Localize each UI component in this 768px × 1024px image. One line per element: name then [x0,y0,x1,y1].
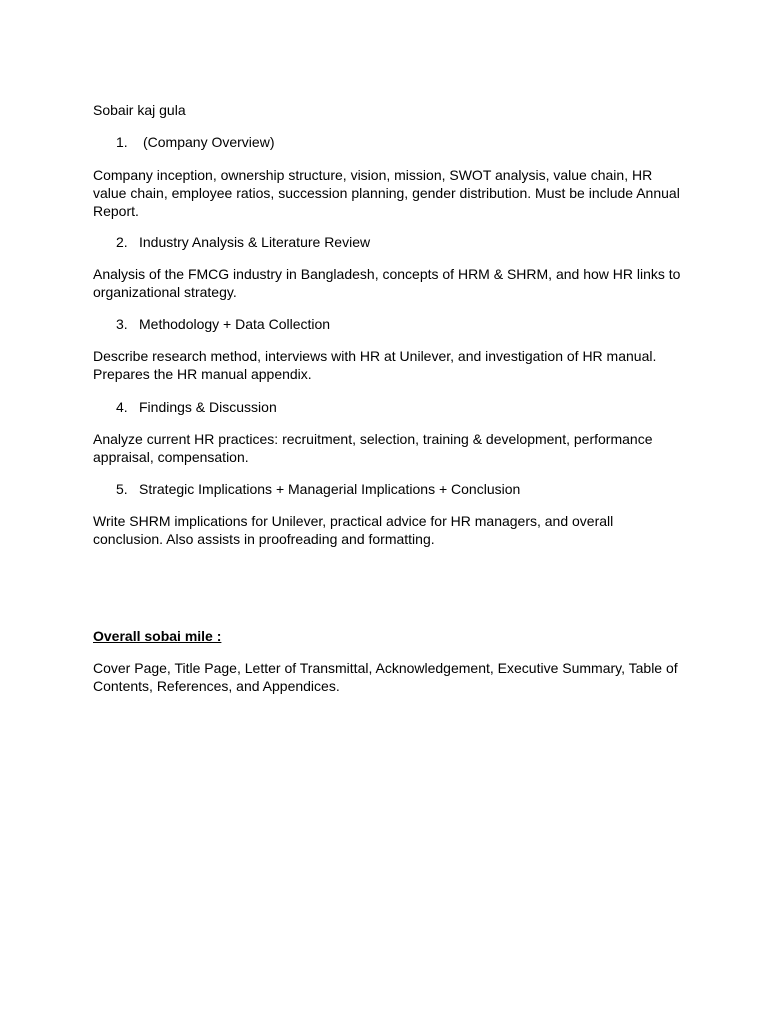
section-title-5: Strategic Implications + Managerial Implications + Conclusion [139,481,521,497]
section-description-5: Write SHRM implications for Unilever, practical advice for HR managers, and overall conclusion. Also assists in proofreading and formatting. [93,513,614,547]
section-heading-5 [116,480,676,498]
intro-text: Sobair kaj gula [93,102,186,118]
section-title-1: (Company Overview) [143,134,275,150]
section-number-5: 5. [116,481,128,497]
section-heading-2 [116,233,676,251]
section-description-3: Describe research method, interviews with HR at Unilever, and investigation of HR manual. Prepares the HR manual appendix. [93,348,657,382]
overall-heading: Overall sobai mile : [93,628,222,644]
section-heading-4 [116,398,676,416]
section-number-2: 2. [116,234,128,250]
section-title-2: Industry Analysis & Literature Review [139,234,371,250]
section-description-1: Company inception, ownership structure, vision, mission, SWOT analysis, value chain, HR value chain, employee ratios, succession planning, gender distribution. Must be include Annual Report. [93,167,680,219]
section-number-3: 3. [116,316,128,332]
section-heading-1 [116,133,676,151]
section-number-4: 4. [116,399,128,415]
section-title-3: Methodology + Data Collection [139,316,331,332]
section-heading-3 [116,315,676,333]
section-title-4: Findings & Discussion [139,399,277,415]
section-description-2: Analysis of the FMCG industry in Bangladesh, concepts of HRM & SHRM, and how HR links to organizational strategy. [93,266,681,300]
overall-body: Cover Page, Title Page, Letter of Transmittal, Acknowledgement, Executive Summary, Table of Contents, References, and Appendices. [93,660,678,694]
section-number-1: 1. [116,134,128,150]
section-description-4: Analyze current HR practices: recruitment, selection, training & development, performance appraisal, compensation. [93,431,653,465]
